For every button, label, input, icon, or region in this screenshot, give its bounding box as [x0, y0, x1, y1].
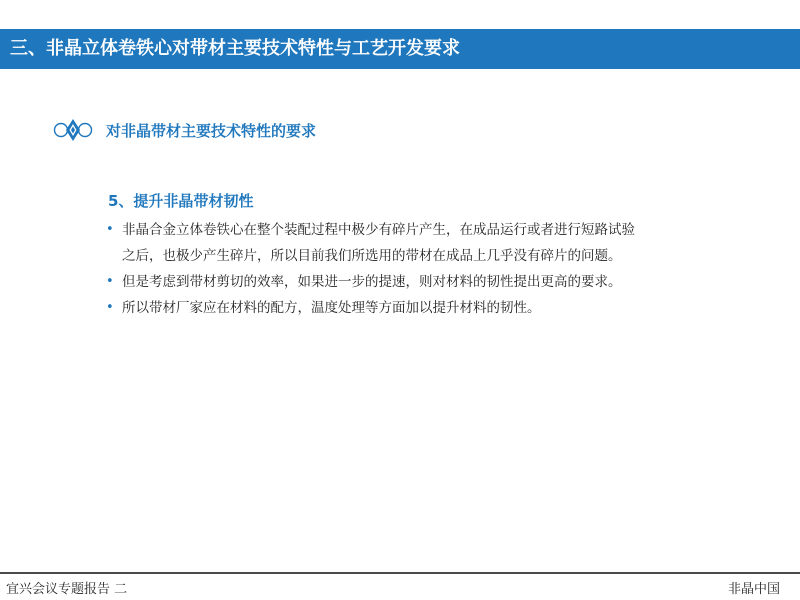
bullet-list	[104, 217, 744, 321]
subsection-heading: 5、提升非晶带材韧性	[108, 192, 254, 210]
bullet-dot: •	[106, 274, 114, 289]
bullet-text-line: 之后，也极少产生碎片，所以目前我们所选用的带材在成品上几乎没有碎片的问题。	[122, 248, 622, 264]
footer-divider	[0, 572, 800, 574]
bullet-text-line: 所以带材厂家应在材料的配方，温度处理等方面加以提升材料的韧性。	[122, 300, 541, 316]
section-heading-text: 对非晶带材主要技术特性的要求	[106, 121, 317, 140]
bullet-dot: •	[106, 222, 114, 237]
footer-report-label: 宜兴会议专题报告 二	[6, 582, 128, 597]
list-item	[104, 269, 744, 295]
title-bar	[0, 29, 800, 69]
footer-brand-label: 非晶中国	[727, 582, 780, 597]
list-item	[104, 295, 744, 321]
list-item	[104, 217, 744, 269]
bullet-dot: •	[106, 300, 114, 315]
page-title: 三、非晶立体卷铁心对带材主要技术特性与工艺开发要求	[10, 38, 460, 59]
section-heading	[52, 118, 316, 142]
bullet-text-line: 非晶合金立体卷铁心在整个装配过程中极少有碎片产生，在成品运行或者进行短路试验	[122, 222, 635, 238]
diamond-circles-icon	[52, 118, 94, 142]
bullet-text-line: 但是考虑到带材剪切的效率，如果进一步的提速，则对材料的韧性提出更高的要求。	[122, 274, 622, 290]
